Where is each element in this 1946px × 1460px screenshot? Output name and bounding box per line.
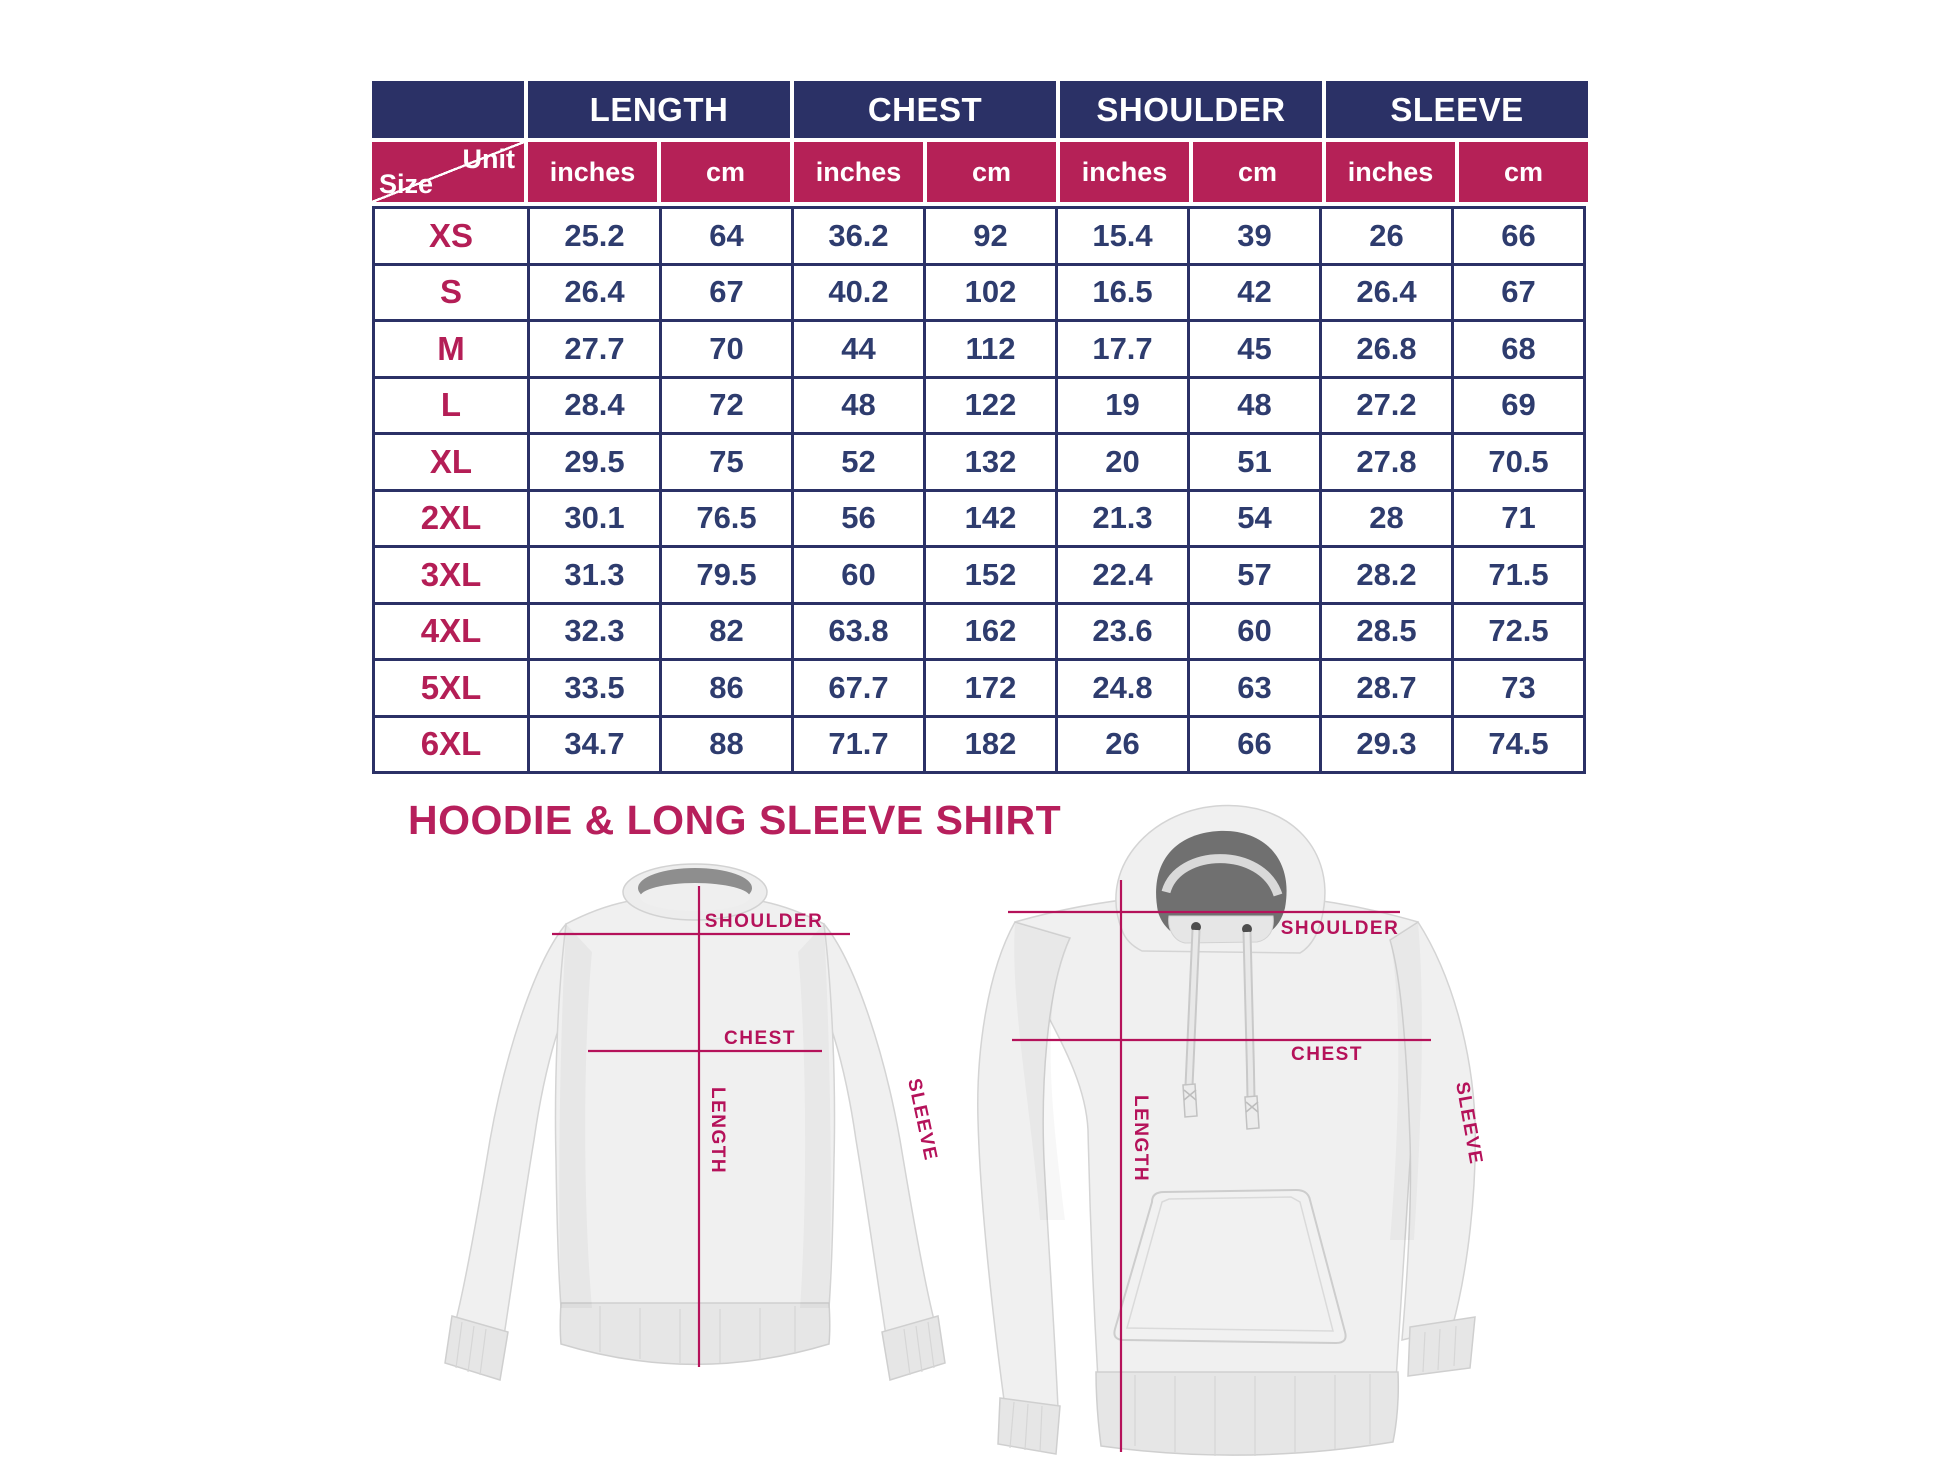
corner-size-label: Size	[379, 169, 434, 199]
drawstring-aglet	[1245, 1096, 1259, 1129]
hoodie-hem-band	[1096, 1372, 1398, 1456]
measurement-value: 64	[662, 209, 791, 263]
measurement-value: 39	[1190, 209, 1319, 263]
measurement-value: 20	[1058, 435, 1187, 489]
table-body	[372, 206, 1586, 774]
measurement-value: 19	[1058, 379, 1187, 433]
size-label: XS	[375, 209, 527, 263]
measurement-value: 76.5	[662, 492, 791, 546]
measurement-value: 63	[1190, 661, 1319, 715]
measurement-value: 48	[794, 379, 923, 433]
measurement-value: 34.7	[530, 718, 659, 772]
measurement-value: 26.4	[530, 266, 659, 320]
measurement-value: 79.5	[662, 548, 791, 602]
hoodie-sleeve-label: SLEEVE	[1451, 1080, 1487, 1167]
measurement-value: 74.5	[1454, 718, 1583, 772]
measurement-value: 71.5	[1454, 548, 1583, 602]
measurement-value: 122	[926, 379, 1055, 433]
measurement-value: 36.2	[794, 209, 923, 263]
measurement-value: 42	[1190, 266, 1319, 320]
measurement-value: 28.2	[1322, 548, 1451, 602]
measurement-value: 63.8	[794, 605, 923, 659]
size-label: 6XL	[375, 718, 527, 772]
size-label: 5XL	[375, 661, 527, 715]
measurement-value: 86	[662, 661, 791, 715]
measurement-value: 52	[794, 435, 923, 489]
measurement-value: 70	[662, 322, 791, 376]
measurement-value: 22.4	[1058, 548, 1187, 602]
measurement-value: 17.7	[1058, 322, 1187, 376]
measurement-value: 56	[794, 492, 923, 546]
measurement-value: 24.8	[1058, 661, 1187, 715]
shirt-sleeve-label: SLEEVE	[903, 1076, 942, 1164]
measurement-value: 25.2	[530, 209, 659, 263]
corner-unit-label: Unit	[462, 144, 515, 174]
measurement-value: 72.5	[1454, 605, 1583, 659]
unit-size-corner-cell	[372, 142, 524, 202]
measurement-value: 16.5	[1058, 266, 1187, 320]
unit-header: cm	[927, 142, 1056, 202]
hoodie-chest-label: CHEST	[1291, 1044, 1363, 1065]
measurement-value: 28	[1322, 492, 1451, 546]
measurement-value: 88	[662, 718, 791, 772]
column-group-sleeve: SLEEVE	[1326, 81, 1588, 138]
measurement-value: 102	[926, 266, 1055, 320]
measurement-value: 67.7	[794, 661, 923, 715]
table-header	[372, 81, 1588, 202]
column-group-length: LENGTH	[528, 81, 790, 138]
measurement-value: 54	[1190, 492, 1319, 546]
measurement-value: 44	[794, 322, 923, 376]
measurement-value: 142	[926, 492, 1055, 546]
measurement-value: 68	[1454, 322, 1583, 376]
measurement-value: 28.7	[1322, 661, 1451, 715]
measurement-value: 67	[662, 266, 791, 320]
measurement-value: 27.7	[530, 322, 659, 376]
unit-header: cm	[661, 142, 790, 202]
measurement-value: 23.6	[1058, 605, 1187, 659]
measurement-value: 75	[662, 435, 791, 489]
measurement-value: 31.3	[530, 548, 659, 602]
hoodie-diagram	[970, 800, 1490, 1460]
measurement-value: 152	[926, 548, 1055, 602]
measurement-value: 26	[1322, 209, 1451, 263]
hoodie-shoulder-label: SHOULDER	[1280, 918, 1400, 939]
measurement-value: 182	[926, 718, 1055, 772]
shirt-length-label: LENGTH	[707, 1087, 728, 1175]
measurement-value: 132	[926, 435, 1055, 489]
measurement-value: 73	[1454, 661, 1583, 715]
measurement-value: 21.3	[1058, 492, 1187, 546]
measurement-value: 33.5	[530, 661, 659, 715]
measurement-value: 82	[662, 605, 791, 659]
unit-header: inches	[1326, 142, 1455, 202]
size-label: XL	[375, 435, 527, 489]
measurement-value: 60	[794, 548, 923, 602]
measurement-value: 66	[1190, 718, 1319, 772]
unit-header: inches	[528, 142, 657, 202]
drawstring-aglet	[1183, 1084, 1197, 1117]
size-chart-table	[372, 81, 1588, 774]
unit-header: inches	[1060, 142, 1189, 202]
measurement-value: 45	[1190, 322, 1319, 376]
size-label: L	[375, 379, 527, 433]
measurement-value: 66	[1454, 209, 1583, 263]
measurement-value: 60	[1190, 605, 1319, 659]
measurement-value: 162	[926, 605, 1055, 659]
measurement-value: 27.8	[1322, 435, 1451, 489]
shirt-chest-label: CHEST	[724, 1028, 796, 1049]
measurement-value: 92	[926, 209, 1055, 263]
hoodie-pocket	[1114, 1190, 1345, 1343]
measurement-value: 26	[1058, 718, 1187, 772]
measurement-value: 48	[1190, 379, 1319, 433]
measurement-value: 28.5	[1322, 605, 1451, 659]
measurement-value: 71	[1454, 492, 1583, 546]
measurement-value: 29.5	[530, 435, 659, 489]
size-label: S	[375, 266, 527, 320]
measurement-value: 71.7	[794, 718, 923, 772]
measurement-value: 26.8	[1322, 322, 1451, 376]
measurement-value: 69	[1454, 379, 1583, 433]
shirt-hem-band	[560, 1303, 830, 1364]
unit-header: cm	[1193, 142, 1322, 202]
long-sleeve-shirt-diagram	[440, 840, 950, 1385]
section-title: HOODIE & LONG SLEEVE SHIRT	[408, 797, 1062, 843]
measurement-value: 70.5	[1454, 435, 1583, 489]
column-group-shoulder: SHOULDER	[1060, 81, 1322, 138]
measurement-value: 15.4	[1058, 209, 1187, 263]
measurement-value: 30.1	[530, 492, 659, 546]
measurement-value: 26.4	[1322, 266, 1451, 320]
unit-header: cm	[1459, 142, 1588, 202]
size-label: M	[375, 322, 527, 376]
measurement-value: 40.2	[794, 266, 923, 320]
measurement-value: 29.3	[1322, 718, 1451, 772]
measurement-value: 32.3	[530, 605, 659, 659]
measurement-value: 57	[1190, 548, 1319, 602]
measurement-value: 51	[1190, 435, 1319, 489]
measurement-value: 67	[1454, 266, 1583, 320]
shirt-shoulder-label: SHOULDER	[704, 911, 824, 932]
size-label: 3XL	[375, 548, 527, 602]
measurement-value: 72	[662, 379, 791, 433]
measurement-value: 172	[926, 661, 1055, 715]
size-label: 4XL	[375, 605, 527, 659]
measurement-value: 112	[926, 322, 1055, 376]
hoodie-length-label: LENGTH	[1130, 1095, 1151, 1183]
header-blank-cell	[372, 81, 524, 138]
shirt-torso	[555, 896, 834, 1308]
measurement-value: 28.4	[530, 379, 659, 433]
size-label: 2XL	[375, 492, 527, 546]
unit-header: inches	[794, 142, 923, 202]
column-group-chest: CHEST	[794, 81, 1056, 138]
measurement-value: 27.2	[1322, 379, 1451, 433]
